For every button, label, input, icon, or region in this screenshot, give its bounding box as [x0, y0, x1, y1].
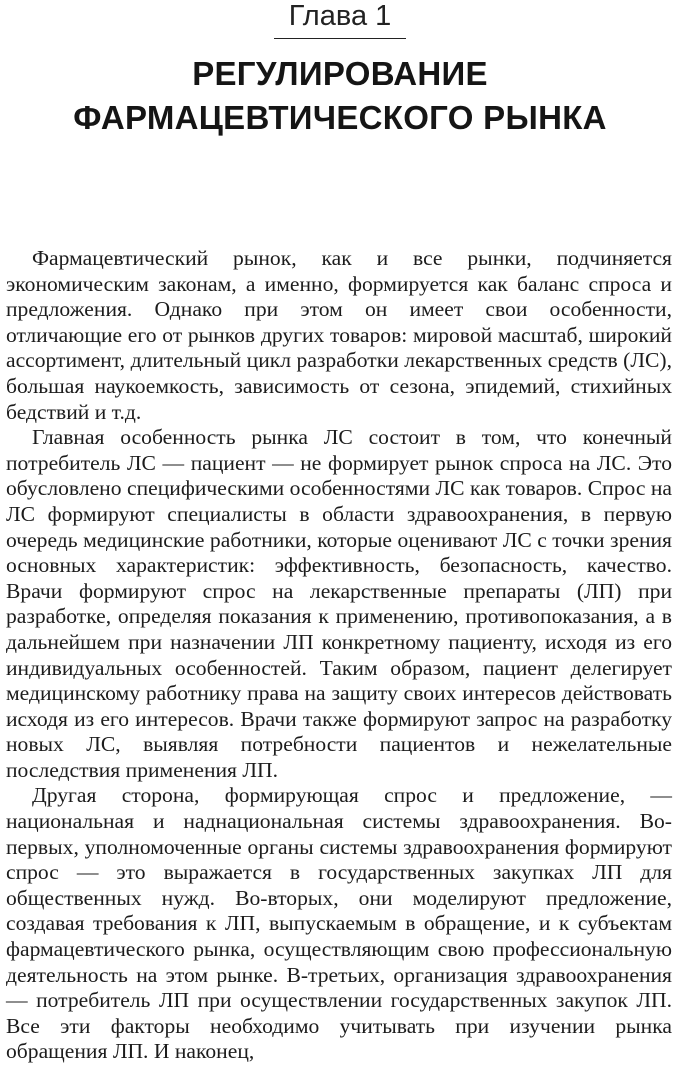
body-text [6, 246, 672, 1065]
chapter-title-line: ФАРМАЦЕВТИЧЕСКОГО РЫНКА [73, 99, 607, 136]
chapter-title [0, 52, 680, 140]
chapter-divider [274, 38, 406, 39]
chapter-title-line: РЕГУЛИРОВАНИЕ [192, 55, 488, 92]
chapter-label: Глава 1 [288, 0, 392, 32]
paragraph: Главная особенность рынка ЛС состоит в том, что конечный потребитель ЛС — пациент — не формирует рынок спроса на ЛС. Это обусловлено специфическими особенностями ЛС как товаров. Спрос на ЛС формируют специалисты в области здравоохранения, в первую очередь медицинские работники, которые оценивают ЛС с точки зрения основных характеристик: эффективность, безопасность, качество. Врачи формируют спрос на лекарственные препараты (ЛП) при разработке, определяя показания к применению, противопоказания, а в дальнейшем при назначении ЛП конкретному пациенту, исходя из его индивидуальных особенностей. Таким образом, пациент делегирует медицинскому работнику права на защиту своих интересов действовать исходя из его интересов. Врачи также формируют запрос на разработку новых ЛС, выявляя потребности пациентов и нежелательные последствия применения ЛП. [6, 425, 672, 782]
paragraph: Другая сторона, формирующая спрос и предложение, — национальная и наднациональная системы здравоохранения. Во-первых, уполномоченные органы системы здравоохранения формируют спрос — это выражается в государственных закупках ЛП для общественных нужд. Во-вторых, они моделируют предложение, создавая требования к ЛП, выпускаемым в обращение, и к субъектам фармацевтического рынка, осуществляющим свою профессиональную деятельность на этом рынке. В-третьих, организация здравоохранения — потребитель ЛП при осуществлении государственных закупок ЛП. Все эти факторы необходимо учитывать при изучении рынка обращения ЛП. И наконец, [6, 783, 672, 1064]
paragraph: Фармацевтический рынок, как и все рынки, подчиняется экономическим законам, а именно, формируется как баланс спроса и предложения. Однако при этом он имеет свои особенности, отличающие его от рынков других товаров: мировой масштаб, широкий ассортимент, длительный цикл разработки лекарственных средств (ЛС), большая наукоемкость, зависимость от сезона, эпидемий, стихийных бедствий и т.д. [6, 246, 672, 424]
